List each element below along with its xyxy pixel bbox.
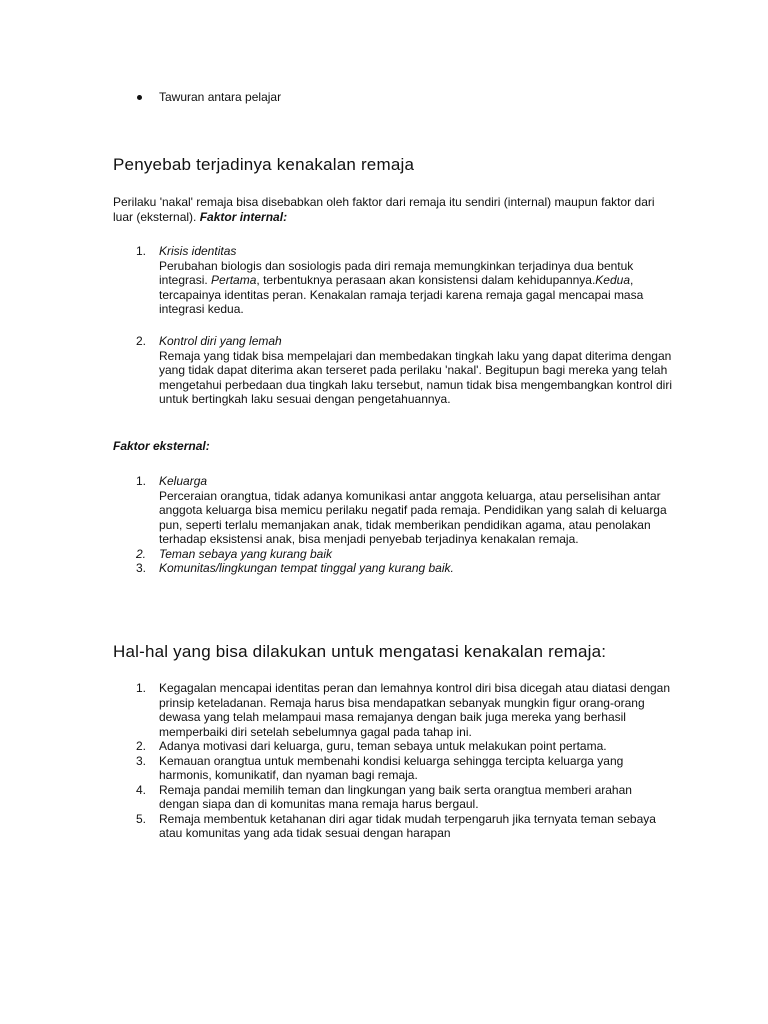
intro-text: Perilaku 'nakal' remaja bisa disebabkan oleh faktor dari remaja itu sendiri (internal) maupun faktor dari luar (eksternal).	[113, 195, 655, 224]
item-text: Kegagalan mencapai identitas peran dan lemahnya kontrol diri bisa dicegah atau diatasi dengan prinsip keteladanan. Remaja harus bisa mendapatkan sebanyak mungkin figur orang-orang dewasa yang telah melampaui masa remajanya dengan baik juga mereka yang berhasil memperbaiki diri setelah sebelumnya gagal pada tahap ini.	[159, 681, 671, 739]
item-body: Remaja yang tidak bisa mempelajari dan membedakan tingkah laku yang dapat diterima dengan yang tidak dapat diterima akan terseret pada perilaku 'nakal'. Begitupun bagi mereka yang telah mengetahui perbedaan dua tingkah laku tersebut, namun tidak bisa mengembangkan kontrol diri untuk bertingkah laku sesuai dengan pengetahuannya.	[159, 348, 672, 406]
list-item	[113, 783, 673, 812]
item-title: Keluarga	[159, 474, 208, 488]
item-title: Teman sebaya yang kurang baik	[159, 546, 333, 561]
item-body-text: Perubahan biologis dan sosiologis pada diri remaja memungkinkan terjadinya dua bentuk integrasi.	[159, 258, 634, 287]
list-number: 3.	[136, 753, 147, 768]
section-heading-mengatasi: Hal-hal yang bisa dilakukan untuk mengatasi kenakalan remaja:	[113, 642, 607, 661]
list-item	[113, 561, 673, 576]
item-body-emphasis: Pertama	[211, 273, 257, 287]
list-item	[113, 474, 673, 547]
solution-list	[113, 681, 673, 841]
item-text: Kemauan orangtua untuk membenahi kondisi keluarga sehingga tercipta keluarga yang harmonis, komunikatif, dan nyaman bagi remaja.	[159, 753, 624, 782]
list-number: 2.	[136, 739, 147, 753]
internal-factor-list-2	[113, 334, 673, 407]
list-item	[113, 244, 673, 317]
list-number: 2.	[136, 334, 147, 348]
section-heading-penyebab: Penyebab terjadinya kenakalan remaja	[113, 155, 415, 174]
list-number: 1.	[136, 681, 147, 695]
list-number: 1.	[136, 474, 147, 488]
external-label: Faktor eksternal:	[113, 439, 210, 453]
list-item	[113, 754, 673, 783]
item-body-text: , tercapainya identitas peran. Kenakalan ramaja terjadi karena remaja gagal mencapai masa integrasi kedua.	[159, 273, 644, 316]
list-item	[113, 547, 673, 562]
list-item	[113, 812, 673, 841]
item-text: Adanya motivasi dari keluarga, guru, teman sebaya untuk melakukan point pertama.	[159, 739, 607, 753]
list-item	[113, 681, 673, 739]
item-title: Kontrol diri yang lemah	[159, 334, 282, 348]
list-number: 5.	[136, 811, 147, 826]
item-title: Komunitas/lingkungan tempat tinggal yang kurang baik.	[159, 561, 454, 575]
internal-label: Faktor internal:	[199, 209, 288, 224]
external-factor-list	[113, 474, 673, 576]
list-number: 3.	[136, 561, 147, 575]
list-item	[113, 334, 673, 407]
item-body	[159, 259, 673, 317]
item-text: Remaja membentuk ketahanan diri agar tidak mudah terpengaruh jika ternyata teman sebaya atau komunitas yang ada tidak sesuai dengan harapan	[159, 811, 656, 840]
item-text: Remaja pandai memilih teman dan lingkungan yang baik serta orangtua memberi arahan dengan siapa dan di komunitas mana remaja harus bergaul.	[159, 782, 632, 811]
list-item	[113, 739, 673, 754]
list-number: 1.	[136, 244, 147, 258]
internal-factor-list	[113, 244, 673, 317]
bullet-icon	[137, 95, 142, 100]
item-body-text: , terbentuknya perasaan akan konsistensi dalam kehidupannya.	[256, 273, 596, 287]
intro-bullet-text: Tawuran antara pelajar	[159, 90, 282, 104]
list-number: 2.	[136, 546, 147, 561]
item-title: Krisis identitas	[159, 244, 237, 258]
item-body-emphasis: Kedua	[595, 273, 630, 287]
intro-paragraph	[113, 195, 663, 224]
list-number: 4.	[136, 782, 147, 797]
item-body: Perceraian orangtua, tidak adanya komunikasi antar anggota keluarga, atau perselisihan antar anggota keluarga bisa memicu perilaku negatif pada remaja. Pendidikan yang salah di keluarga pun, seperti terlalu memanjakan anak, tidak memberikan pendidikan agama, atau penolakan terhadap eksistensi anak, bisa menjadi penyebab terjadinya kenakalan remaja.	[159, 488, 667, 546]
